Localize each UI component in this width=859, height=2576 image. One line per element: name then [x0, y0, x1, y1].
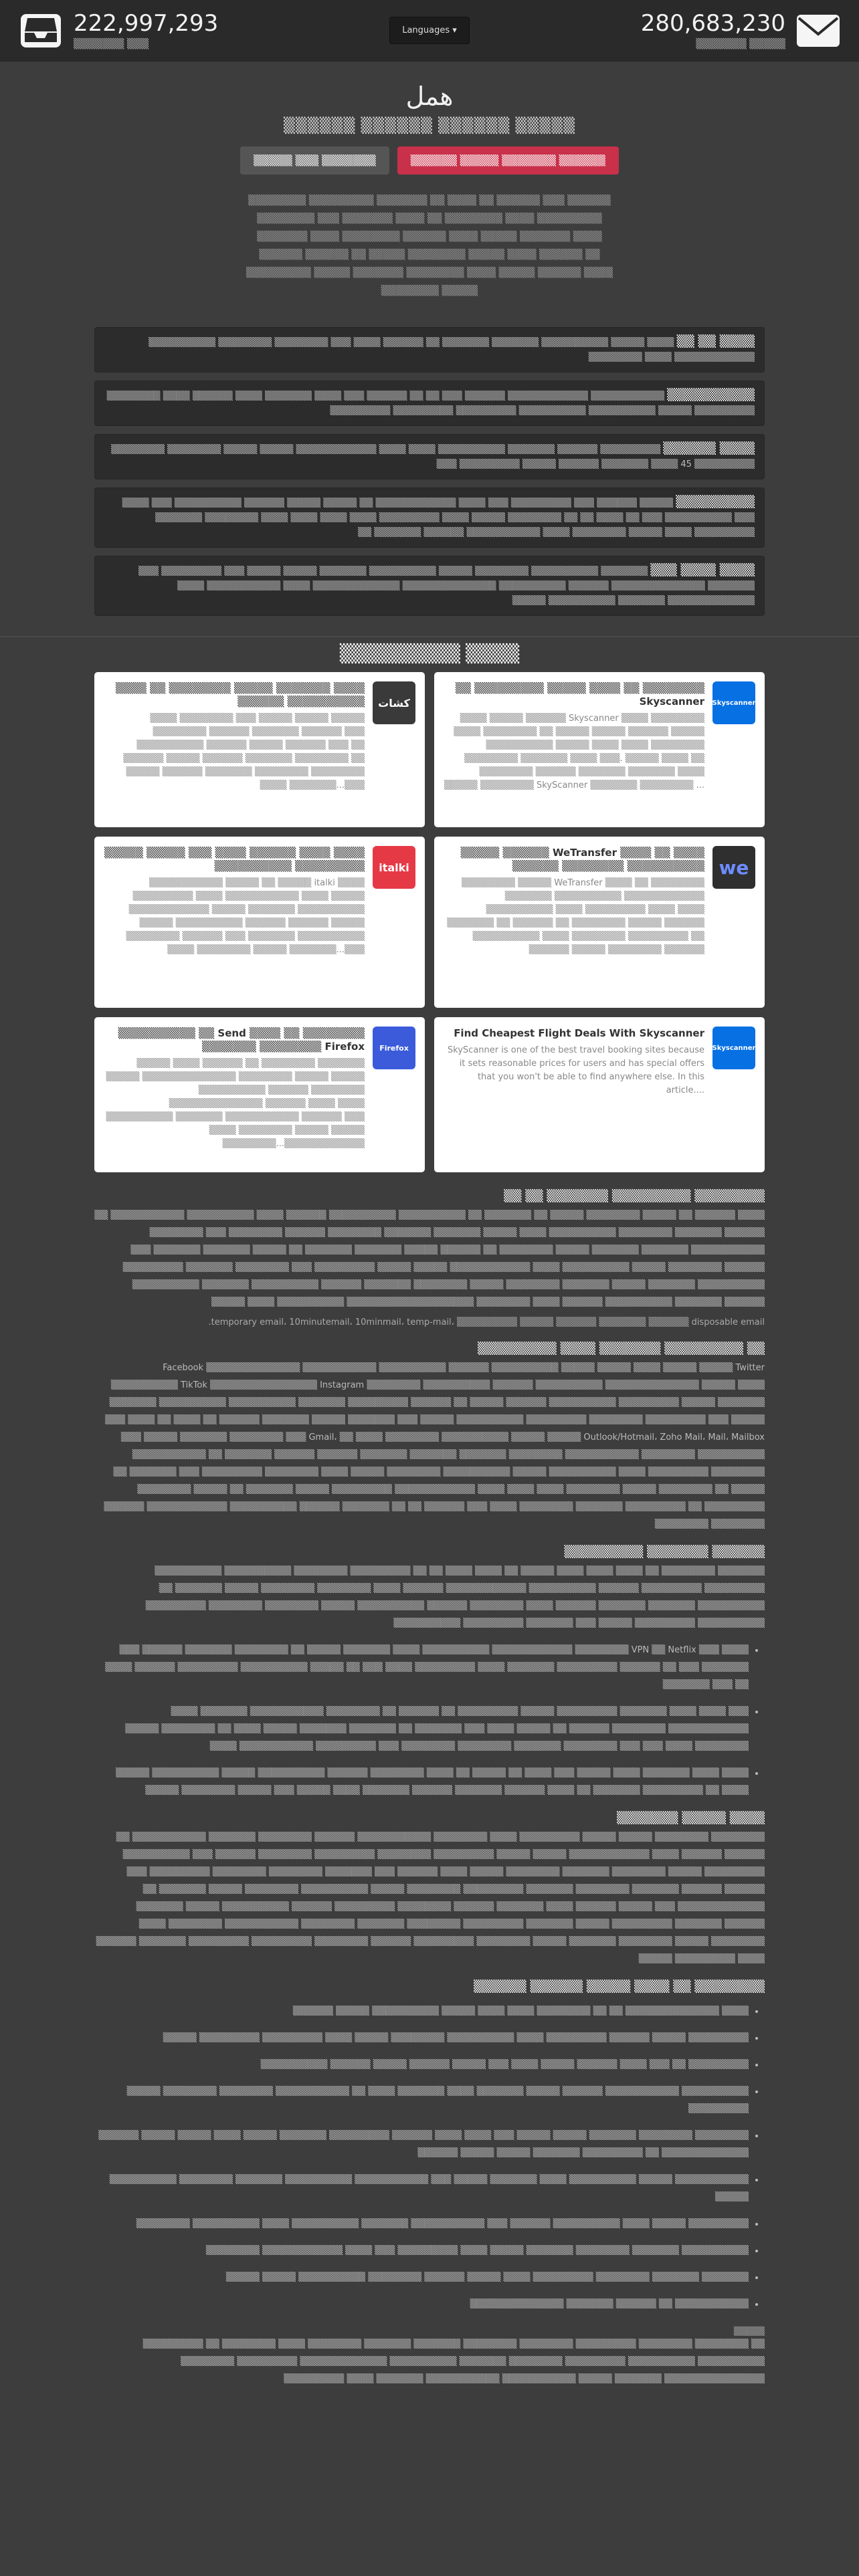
- section-divider: [0, 636, 859, 637]
- note-item: ▒▒▒▒▒▒▒▒▒▒ ▒▒▒▒▒▒▒▒▒▒▒ ▒▒▒▒▒▒▒▒▒▒▒▒ ▒▒▒▒▒▒ ▒▒▒ ▒▒ ▒▒ ▒▒▒▒▒▒ ▒▒▒ ▒▒▒▒ ▒▒▒▒▒▒▒ ▒▒▒▒ ▒▒▒▒▒▒ ▒▒▒▒ ▒▒▒▒▒▒▒▒ ▒▒▒▒▒▒▒▒▒ ▒▒▒▒▒ ▒▒▒▒▒▒▒▒▒▒ ▒▒▒▒▒▒▒▒▒▒ ▒▒▒▒▒▒▒▒▒ ▒▒▒▒▒▒▒▒▒ ▒▒▒▒▒▒▒▒▒: [94, 381, 765, 426]
- inbox-icon: [17, 11, 64, 51]
- article-logo: Skyscanner: [712, 681, 755, 724]
- article-logo: ﻛﺸﺎﺕ: [373, 681, 415, 724]
- list-item: • ▒▒▒▒▒▒▒▒ ▒▒▒▒▒▒▒▒ ▒▒▒▒▒▒▒ ▒▒▒▒▒ ▒▒▒▒▒ ▒▒▒ ▒▒▒▒ ▒▒▒▒ ▒▒▒▒▒▒ ▒▒▒▒▒▒▒▒▒ ▒▒▒▒▒▒▒ ▒▒▒▒▒ ▒▒▒▒ ▒▒▒▒▒ ▒▒▒▒▒ ▒▒▒▒▒▒ ▒▒▒▒▒▒▒▒▒▒▒▒▒ ▒▒ ▒▒▒▒▒▒▒▒▒ ▒▒▒▒▒▒▒ ▒▒▒▒▒ ▒▒▒▒▒ ▒▒▒▒▒▒: [94, 2127, 749, 2162]
- section-heading: ▒▒▒▒▒▒ ▒▒▒▒▒▒▒ ▒▒▒▒▒▒▒▒▒: [564, 1545, 765, 1559]
- article-card[interactable]: [434, 837, 765, 1008]
- article-card[interactable]: [94, 837, 425, 1008]
- article-logo: we: [712, 846, 755, 889]
- primary-action-button[interactable]: ▒▒▒▒▒▒ ▒▒▒▒▒ ▒▒▒▒▒▒▒ ▒▒▒▒▒▒: [397, 146, 619, 175]
- mail-counter: [641, 11, 842, 51]
- notes-list: [94, 327, 765, 616]
- articles-heading: ▒▒▒▒▒▒▒▒▒ ▒▒▒▒: [339, 644, 520, 664]
- list-item: • ▒▒▒▒ ▒▒▒▒▒▒▒▒▒▒▒▒▒▒ ▒▒ ▒▒ ▒▒▒▒▒▒▒▒ ▒▒▒▒ ▒▒▒▒ ▒▒▒▒▒ ▒▒▒▒▒▒▒▒▒▒ ▒▒▒▒▒ ▒▒▒▒▒▒: [94, 2003, 749, 2020]
- hero: [0, 62, 859, 310]
- article-excerpt: ▒▒▒▒ ▒▒▒▒▒ ▒▒▒▒▒▒ Skyscanner ▒▒▒▒ ▒▒▒▒▒▒▒▒ ▒▒▒▒ ▒▒▒▒▒▒▒▒ ▒▒ ▒▒▒▒▒ ▒▒▒▒▒ ▒▒▒▒▒▒ ▒▒▒▒▒ ▒▒▒▒▒▒▒▒▒▒ ▒▒▒▒▒ ▒▒▒▒ ▒▒▒▒ ▒▒▒▒▒▒▒▒ ▒▒▒▒▒▒▒▒ ▒▒▒▒▒▒▒ ▒▒▒▒ ▒▒▒. ▒▒▒▒▒ ▒▒▒▒ ▒▒ ▒▒▒▒▒▒▒▒ ▒▒▒▒▒▒ ▒▒▒▒▒▒▒ ▒▒▒▒▒▒▒ ▒▒▒▒ ▒▒▒▒▒ ▒▒▒▒▒▒▒▒ SkyScanner ▒▒▒▒▒▒▒ ▒▒▒▒▒▒▒▒ ...: [444, 714, 704, 790]
- article-title[interactable]: ▒▒▒▒▒ ▒▒▒▒▒▒ WeTransfer ▒▒▒▒ ▒▒ ▒▒▒▒ ▒▒▒▒▒▒ ▒▒▒▒▒▒▒▒ ▒▒▒▒▒▒▒▒▒▒: [460, 847, 704, 872]
- article-excerpt: SkyScanner is one of the best travel booking sites because it sets reasonable prices for users and has special offers that you won't be able to find anywhere else. In this article....: [447, 1045, 704, 1095]
- article-logo: Firefox: [373, 1027, 415, 1069]
- mail-count-label: ▒▒▒▒▒▒▒ ▒▒▒▒▒: [696, 38, 785, 49]
- article-title[interactable]: ▒▒▒▒▒▒▒▒▒▒ ▒▒ Send ▒▒▒▒ ▒▒ ▒▒▒▒▒▒▒▒ ▒▒▒▒▒▒▒ ▒▒▒▒▒▒▒▒ Firefox: [118, 1027, 365, 1053]
- list-item: • ▒▒▒▒▒▒▒▒▒▒▒ ▒▒ ▒▒▒▒▒▒ ▒▒▒▒▒▒▒ ▒▒▒▒▒▒▒▒▒▒▒▒▒▒: [94, 2296, 749, 2313]
- list-item: • ▒▒▒▒▒▒▒▒▒ ▒▒ ▒▒▒ ▒▒▒▒ ▒▒▒▒▒▒ ▒▒▒▒▒ ▒▒▒▒ ▒▒▒ ▒▒▒▒▒ ▒▒▒▒▒▒ ▒▒▒▒▒ ▒▒▒▒▒▒ ▒▒▒▒▒▒▒▒▒▒: [94, 2056, 749, 2074]
- list-item: • ▒▒▒▒ ▒▒▒ VPN ▒▒ Netflix ▒▒▒▒▒▒▒▒ ▒▒▒▒▒▒▒▒▒▒▒▒ ▒▒▒▒▒▒▒▒▒▒ ▒▒▒▒ ▒▒▒▒▒▒▒ ▒▒▒▒▒ ▒▒ ▒▒▒▒▒▒▒▒ ▒▒▒▒▒▒▒ ▒▒▒▒▒▒ ▒▒▒ ▒▒▒▒▒▒▒ ▒▒▒ ▒▒ ▒▒▒▒▒▒ ▒▒▒▒▒▒▒▒▒ ▒▒▒▒▒▒▒ ▒▒▒▒ ▒▒▒▒▒▒▒▒▒ ▒▒▒▒ ▒▒▒ ▒▒ ▒▒▒▒▒ ▒▒▒▒▒▒▒▒▒▒ ▒▒▒▒▒▒▒▒▒ ▒▒▒▒▒▒ ▒▒▒▒ ▒▒ ▒▒▒ ▒▒▒▒▒▒▒: [94, 1642, 749, 1694]
- note-item: ▒▒▒▒▒▒▒▒▒ ▒▒▒▒▒ ▒▒▒▒▒▒ ▒▒▒ ▒▒▒▒▒▒▒▒▒ ▒▒▒ ▒▒▒▒ ▒▒▒▒▒▒▒▒▒▒▒▒ ▒▒ ▒▒▒▒▒ ▒▒▒▒▒ ▒▒▒▒▒▒ ▒▒▒▒▒▒▒▒▒▒ ▒▒▒ ▒▒▒▒ ▒▒▒ ▒▒▒▒▒▒▒▒▒▒ ▒▒▒ ▒▒ ▒▒▒▒ ▒▒ ▒▒ ▒▒▒▒▒▒▒▒ ▒▒▒▒▒ ▒▒▒▒ ▒▒▒▒▒▒▒▒▒ ▒▒▒▒ ▒▒▒▒ ▒▒▒▒ ▒▒▒▒ ▒▒▒▒▒▒▒▒ ▒▒▒▒▒▒▒ ▒▒▒▒▒▒▒▒▒ ▒▒▒▒ ▒▒▒▒▒ ▒▒▒▒▒▒▒▒ ▒▒▒▒ ▒▒▒▒▒▒▒▒▒▒▒ ▒▒▒▒▒▒ ▒▒▒▒▒▒▒ ▒▒: [94, 488, 765, 548]
- article-card[interactable]: [434, 1017, 765, 1172]
- bullet-list: [94, 1642, 765, 1800]
- languages-button[interactable]: Languages ▾: [389, 17, 470, 44]
- list-item: • ▒▒▒▒▒▒▒▒▒▒ ▒▒▒▒▒▒▒▒▒▒▒ ▒▒▒▒▒▒ ▒▒▒▒▒ ▒▒▒▒▒▒▒ ▒▒▒▒ ▒▒▒▒▒▒▒ ▒▒▒▒ ▒▒ ▒▒▒▒▒▒▒▒▒▒▒ ▒▒▒▒▒▒▒▒ ▒▒▒▒▒▒▒▒ ▒▒▒▒▒ ▒▒▒▒▒▒▒▒▒: [94, 2083, 749, 2118]
- article-logo: Skyscanner: [712, 1027, 755, 1069]
- mail-count: 280,683,230: [640, 9, 785, 37]
- hero-description: ▒▒▒▒▒▒▒▒ ▒▒▒▒▒▒▒▒▒ ▒▒▒▒▒▒▒ ▒▒ ▒▒▒▒ ▒▒ ▒▒▒▒▒▒ ▒▒▒ ▒▒▒▒▒▒ ▒▒▒▒▒▒▒▒ ▒▒▒ ▒▒▒▒▒▒▒ ▒▒▒▒ ▒▒ ▒▒▒▒▒▒▒▒ ▒▒▒▒ ▒▒▒▒▒▒▒▒▒ ▒▒▒▒▒▒▒ ▒▒▒▒ ▒▒▒▒▒▒▒▒ ▒▒▒▒▒▒ ▒▒▒▒ ▒▒▒▒▒ ▒▒▒▒▒▒▒ ▒▒▒▒ ▒▒▒▒▒▒ ▒▒▒▒▒▒ ▒▒ ▒▒▒▒▒ ▒▒▒▒▒▒▒▒ ▒▒▒▒▒ ▒▒▒▒ ▒▒▒▒▒▒ ▒▒ ▒▒▒▒▒▒▒▒▒ ▒▒▒▒▒ ▒▒▒▒▒▒▒ ▒▒▒▒▒▒▒▒ ▒▒▒▒ ▒▒▒▒▒ ▒▒▒▒▒▒ ▒▒▒▒ ▒▒▒▒▒▒▒▒ ▒▒▒▒▒: [246, 195, 613, 296]
- article-excerpt: ▒▒▒▒▒▒▒▒▒▒▒ ▒▒▒▒▒ ▒▒ ▒▒▒▒▒ italki ▒▒▒▒ ▒▒▒▒▒▒▒▒▒ ▒▒▒▒ ▒▒▒▒▒▒▒▒▒▒▒ ▒▒▒▒ ▒▒▒▒▒ ▒▒▒▒▒▒▒▒▒▒▒▒ ▒▒▒▒▒ ▒▒▒▒▒▒▒ ▒▒▒▒▒▒▒▒▒▒ ▒▒▒▒▒ ▒▒▒▒▒▒▒▒▒▒ ▒▒▒▒▒▒ ▒▒▒▒▒▒ ▒▒▒▒▒ ▒▒▒▒▒▒▒▒ ▒▒▒▒▒▒ ▒▒▒ ▒▒▒▒▒▒▒ ▒▒▒▒▒▒▒▒▒▒ ▒▒▒▒ ▒▒▒▒▒▒▒▒ ▒▒▒▒▒ ▒▒▒▒▒▒▒...▒▒▒: [126, 878, 365, 955]
- article-card[interactable]: [94, 1017, 425, 1172]
- article-excerpt: ▒▒▒▒ ▒▒▒▒▒▒▒▒ ▒▒▒ ▒▒▒▒▒ ▒▒▒▒▒ ▒▒▒▒▒ ▒▒▒▒▒▒▒▒ ▒▒▒▒▒▒ ▒▒▒▒▒▒▒ ▒▒▒▒▒▒ ▒▒▒ ▒▒▒▒▒▒▒▒▒▒ ▒▒▒▒▒▒ ▒▒▒▒▒ ▒▒▒▒▒▒ ▒▒▒ ▒▒ ▒▒▒▒▒▒ ▒▒▒▒▒ ▒▒▒▒▒▒ ▒▒▒▒▒▒▒ ▒▒▒▒▒▒▒▒ ▒▒ ▒▒▒▒▒ ▒▒▒▒▒▒ ▒▒▒▒▒▒▒ ▒▒▒▒▒▒▒▒ ▒▒▒▒▒▒▒▒ ▒▒▒▒ ▒▒▒▒▒▒▒...▒▒▒: [123, 714, 365, 790]
- article-title[interactable]: ▒▒ ▒▒▒▒▒▒▒▒▒ ▒▒▒▒▒ ▒▒▒▒ ▒▒ ▒▒▒▒▒▒▒▒ Skyscanner: [455, 682, 704, 708]
- articles-grid: [94, 672, 765, 1172]
- keyword-tags: temporary email، 10minutemail، 10minmail، temp-mail، ▒▒▒▒▒▒▒▒▒ ▒▒▒▒▒ ▒▒▒▒▒▒ ▒▒▒▒▒▒▒ ▒▒▒▒▒▒ disposable email.: [208, 1317, 765, 1327]
- article-excerpt: ▒▒▒▒▒▒▒▒ ▒▒▒▒▒ WeTransfer ▒▒▒▒ ▒▒ ▒▒▒▒▒▒▒▒ ▒▒▒▒▒▒▒ ▒▒▒▒▒▒▒▒▒▒ ▒▒▒▒▒▒▒▒▒▒▒▒ ▒▒▒▒▒▒▒▒▒▒ ▒▒▒▒ ▒▒▒▒▒▒▒▒▒ ▒▒▒▒ ▒▒▒▒ ▒▒▒▒▒▒▒ ▒▒ ▒▒▒▒▒▒ ▒▒ ▒▒▒▒▒▒▒▒ ▒▒▒▒▒ ▒▒▒▒▒▒ ▒▒▒▒▒▒▒▒▒▒ ▒▒▒▒ ▒▒▒▒▒▒▒▒ ▒▒▒▒▒▒▒▒▒ ▒▒ ▒▒▒▒▒▒ ▒▒▒▒▒ ▒▒▒▒▒▒▒▒ ▒▒▒▒▒▒: [447, 878, 704, 955]
- section-paragraph: ▒▒▒▒ ▒▒▒▒▒▒ ▒▒ ▒▒▒▒▒ ▒▒▒▒▒▒▒▒ ▒▒▒▒▒ ▒▒ ▒▒▒▒▒▒▒ ▒▒ ▒▒▒▒▒▒▒▒▒▒ ▒▒▒▒▒▒▒▒▒▒ ▒▒▒▒▒▒ ▒▒▒▒ ▒▒▒▒▒▒▒▒▒▒ ▒▒▒▒▒▒▒▒▒▒▒ ▒▒ ▒▒▒▒▒▒ ▒▒▒▒▒▒▒ ▒▒▒▒▒▒▒▒ ▒▒▒▒▒▒▒▒▒▒ ▒▒▒▒ ▒▒▒▒▒ ▒▒▒▒▒▒▒ ▒▒▒▒▒▒▒ ▒▒▒▒▒▒▒▒ ▒▒▒▒▒▒ ▒▒▒▒▒▒▒▒ ▒▒▒ ▒▒▒▒▒▒▒▒ ▒▒▒▒▒▒▒▒▒▒▒ ▒▒▒▒▒▒▒ ▒▒▒▒▒▒▒ ▒▒▒▒▒ ▒▒▒▒▒▒▒▒ ▒▒ ▒▒▒▒▒▒ ▒▒▒▒▒ ▒▒▒▒▒▒▒ ▒▒▒▒▒▒▒ ▒▒ ▒▒▒▒▒ ▒▒▒▒▒▒▒ ▒▒▒▒▒▒▒ ▒▒▒ ▒▒▒▒▒▒ ▒▒▒▒▒▒▒▒ ▒▒▒▒▒ ▒▒▒▒▒▒▒▒▒▒ ▒▒▒▒ ▒▒▒▒▒▒▒▒▒▒▒▒ ▒▒▒▒▒ ▒▒▒▒▒ ▒▒▒▒▒▒▒▒▒ ▒▒▒ ▒▒▒▒▒▒▒▒ ▒▒▒▒▒▒▒ ▒▒▒▒▒▒▒▒▒ ▒▒▒▒▒▒▒▒▒▒ ▒▒▒▒▒▒▒ ▒▒▒▒▒ ▒▒▒▒▒▒▒ ▒▒▒▒▒▒▒▒ ▒▒▒▒▒ ▒▒▒▒▒▒▒▒ ▒▒▒▒▒▒▒ ▒▒▒▒▒▒ ▒▒▒▒▒▒▒▒▒▒ ▒▒▒▒▒▒▒ ▒▒▒▒▒▒▒▒▒▒ ▒▒▒▒▒▒ ▒▒▒▒▒▒▒ ▒▒▒▒▒▒▒▒▒▒ ▒▒▒▒▒▒ ▒▒▒▒ ▒▒▒▒▒▒▒▒ ▒▒▒▒▒▒▒▒▒▒▒▒▒▒▒▒▒▒▒ ▒▒▒▒▒▒▒▒▒▒ ▒▒▒▒ ▒▒▒▒▒: [94, 1210, 765, 1307]
- list-item: • ▒▒▒▒▒▒▒ ▒▒▒▒▒▒▒ ▒▒▒▒▒▒▒▒ ▒▒▒▒▒▒▒▒▒ ▒▒▒▒ ▒▒▒▒▒ ▒▒▒▒▒▒ ▒▒▒▒▒▒▒▒ ▒▒▒▒▒▒▒▒▒▒ ▒▒▒▒▒ ▒▒▒▒▒: [94, 2269, 749, 2286]
- list-item: • ▒▒▒▒▒▒▒▒▒ ▒▒▒▒▒ ▒▒▒▒▒▒ ▒▒▒▒▒▒▒▒▒ ▒▒▒▒ ▒▒▒▒▒▒▒▒▒▒ ▒▒▒▒▒▒▒▒ ▒▒▒▒▒ ▒▒▒▒ ▒▒▒▒▒▒▒▒▒ ▒▒▒▒▒▒▒▒▒ ▒▒▒▒▒: [94, 2030, 749, 2047]
- bullet-list: [94, 2003, 765, 2313]
- article-title[interactable]: ▒▒▒▒ ▒▒ ▒▒▒▒▒▒▒▒ ▒▒▒▒▒ ▒▒▒▒▒▒▒ ▒▒▒▒ ▒▒▒▒▒▒ ▒▒▒▒▒▒▒▒▒▒: [115, 682, 365, 708]
- section-heading: ▒▒▒▒▒▒▒▒ ▒▒▒▒▒▒▒▒▒ ▒▒▒▒▒▒▒ ▒▒ ▒▒: [504, 1190, 765, 1203]
- footer-label: ▒▒▒▒▒: [733, 2327, 765, 2336]
- footer-paragraph: ▒▒ ▒▒▒▒▒▒▒▒ ▒▒▒▒▒▒▒▒ ▒▒▒▒▒▒▒▒▒ ▒▒▒▒▒▒▒▒ ▒▒▒▒▒▒▒▒ ▒▒▒▒▒▒▒ ▒▒▒▒▒▒▒ ▒▒▒▒▒▒▒▒ ▒▒▒▒ ▒▒▒▒▒▒▒▒ ▒▒ ▒▒▒▒▒▒▒▒▒ ▒▒▒▒▒▒▒▒▒▒ ▒▒▒▒▒▒▒▒▒▒ ▒▒▒▒▒▒▒▒▒ ▒▒▒▒▒▒▒▒ ▒▒▒▒▒▒▒ ▒▒▒▒▒▒▒▒▒▒ ▒▒▒▒▒▒▒▒▒▒▒▒▒ ▒▒▒▒▒▒▒▒▒ ▒▒▒▒▒▒▒▒ ▒▒▒▒▒▒▒▒▒▒▒▒▒▒▒ ▒▒▒▒▒▒▒ ▒▒▒▒▒ ▒▒▒▒▒▒▒▒▒▒▒ ▒▒▒▒▒▒▒▒▒▒▒ ▒▒▒▒▒▒▒ ▒▒▒▒ ▒▒▒▒▒▒▒▒▒: [142, 2339, 765, 2384]
- inbox-count-label: ▒▒▒▒▒▒▒ ▒▒▒: [74, 38, 149, 49]
- section-paragraph: Facebook ▒▒▒▒▒▒▒▒▒▒▒▒▒▒ ▒▒▒▒▒▒▒▒▒▒▒ ▒▒▒▒▒▒▒▒▒▒ ▒▒▒▒▒▒ ▒▒▒▒▒▒▒▒▒▒ ▒▒▒▒▒ ▒▒▒▒▒ ▒▒▒▒ ▒▒▒▒▒ ▒▒▒▒▒ Twitter ▒▒▒▒▒▒▒▒▒▒ TikTok ▒▒▒▒▒▒▒▒▒▒▒▒▒▒▒▒ Instagram ▒▒▒▒▒▒▒▒ ▒▒▒▒▒▒▒▒▒▒ ▒▒▒▒▒▒ ▒▒▒▒▒▒▒▒▒▒ ▒▒▒▒▒▒▒▒▒▒▒▒▒▒ ▒▒▒▒▒ ▒▒▒▒ ▒▒▒▒▒▒▒ ▒▒▒▒▒▒▒▒▒▒ ▒▒▒▒▒▒▒▒▒▒ ▒▒▒▒▒▒▒ ▒▒▒▒▒▒▒▒▒ ▒▒▒▒▒▒ ▒▒ ▒▒▒▒▒ ▒▒▒▒▒▒ ▒▒▒▒▒▒▒▒▒▒ ▒▒▒▒▒▒▒▒▒ ▒▒▒▒▒ ▒▒▒▒▒▒▒ ▒▒▒ ▒▒▒▒ ▒▒ ▒▒▒▒ ▒▒ ▒▒▒▒▒▒ ▒▒▒▒▒▒▒ ▒▒▒▒▒ ▒▒▒▒▒▒▒ ▒▒▒ ▒▒▒▒▒ ▒▒▒▒▒▒▒▒▒▒ ▒▒▒▒▒▒▒▒▒ ▒▒▒▒▒▒▒▒ ▒▒▒▒▒▒▒▒▒ ▒▒▒ ▒▒▒▒▒ ▒▒▒▒▒ ▒▒▒▒▒▒▒ ▒▒▒▒▒▒▒▒ ▒▒▒ Gmail، ▒▒ ▒▒▒▒ ▒▒▒▒▒▒▒▒ ▒▒▒▒▒▒▒▒▒▒ ▒▒▒▒▒ ▒▒▒▒▒ Outlook/Hotmail، Zoho Mail، Mail، Mailbox ▒▒▒ ▒▒▒▒▒▒▒▒▒▒ ▒▒▒▒▒▒▒▒ ▒▒▒▒▒▒▒▒▒▒▒ ▒▒▒▒▒▒▒▒ ▒▒▒▒▒▒▒ ▒▒▒▒▒▒▒ ▒▒▒▒▒▒▒ ▒▒▒▒▒▒ ▒▒▒▒▒▒ ▒▒▒▒▒▒▒ ▒▒ ▒▒▒▒▒▒▒▒▒▒▒ ▒▒▒▒▒▒▒▒ ▒▒▒▒▒▒▒▒▒ ▒▒▒▒ ▒▒▒▒▒▒▒▒▒▒ ▒▒▒▒▒ ▒▒▒▒▒▒▒▒▒▒ ▒▒▒▒▒▒▒▒ ▒▒▒▒▒ ▒▒▒▒ ▒▒▒▒▒▒▒▒ ▒▒▒▒▒▒▒▒▒ ▒▒▒ ▒▒▒▒▒▒▒ ▒▒ ▒▒▒▒▒ ▒▒ ▒▒▒▒▒▒▒▒ ▒▒▒▒▒ ▒▒▒▒▒▒▒▒ ▒▒▒▒ ▒▒▒▒ ▒▒▒▒ ▒▒▒▒▒▒▒▒▒▒▒▒ ▒▒▒▒▒▒▒▒▒ ▒▒▒▒▒ ▒▒▒▒▒▒▒ ▒▒ ▒▒▒▒▒ ▒▒▒▒▒▒▒▒ ▒▒▒▒▒▒▒▒▒ ▒▒ ▒▒▒▒▒▒▒▒▒ ▒▒▒▒▒▒▒ ▒▒▒▒▒▒▒▒ ▒▒▒▒ ▒▒▒ ▒▒▒▒▒▒ ▒▒ ▒▒ ▒▒▒▒▒▒▒ ▒▒▒▒▒▒ ▒▒▒▒▒▒▒▒▒▒ ▒▒▒▒▒▒▒▒▒▒▒▒ ▒▒▒▒▒▒ ▒▒▒▒▒▒▒▒ ▒▒▒▒▒▒▒▒: [104, 1363, 765, 1529]
- list-item: • ▒▒▒▒▒▒▒▒▒▒▒ ▒▒▒▒▒ ▒▒▒▒▒▒▒▒▒▒ ▒▒▒▒ ▒▒▒▒▒▒▒ ▒▒▒▒▒ ▒▒▒ ▒▒▒▒▒▒▒▒▒▒▒ ▒▒▒▒▒▒▒▒▒▒ ▒▒▒▒▒▒▒ ▒▒▒▒▒▒▒▒ ▒▒▒▒▒▒▒▒▒▒ ▒▒▒▒▒: [94, 2171, 749, 2206]
- section-heading: ▒▒▒▒ ▒▒▒▒▒ ▒▒▒▒▒▒▒: [616, 1812, 765, 1825]
- article-card[interactable]: [94, 672, 425, 827]
- inbox-count: 222,997,293: [74, 9, 219, 37]
- top-bar: [0, 0, 859, 62]
- article-card[interactable]: [434, 672, 765, 827]
- secondary-action-button[interactable]: ▒▒▒▒▒ ▒▒▒ ▒▒▒▒▒▒▒: [240, 146, 389, 175]
- list-item: • ▒▒▒▒ ▒▒▒▒ ▒▒▒▒▒▒▒ ▒▒▒▒ ▒▒▒▒▒ ▒▒▒ ▒▒▒▒ ▒▒ ▒▒▒▒▒ ▒▒ ▒▒▒▒ ▒▒▒▒▒▒▒▒ ▒▒▒▒▒▒ ▒▒▒▒▒▒▒▒▒▒ ▒▒▒▒▒ ▒▒▒▒▒▒▒▒▒▒ ▒▒▒▒▒ ▒▒▒▒ ▒▒ ▒▒▒▒▒▒▒▒▒ ▒▒▒▒▒▒▒ ▒▒ ▒▒▒▒ ▒▒▒▒▒▒ ▒▒▒▒▒▒▒ ▒▒▒▒▒▒ ▒▒▒▒▒▒▒ ▒▒▒▒ ▒▒▒▒▒ ▒▒▒ ▒▒▒▒▒ ▒▒▒▒▒▒▒▒ ▒▒▒▒▒: [94, 1765, 749, 1800]
- article-excerpt: ▒▒▒▒▒ ▒▒▒▒ ▒▒▒▒▒▒ ▒▒ ▒▒▒▒▒▒▒▒ ▒▒▒▒▒▒▒ ▒▒▒▒▒ ▒▒▒▒▒▒▒▒▒▒▒▒▒▒ ▒▒▒▒▒▒▒▒ ▒▒▒▒▒ ▒▒▒▒▒ ▒▒▒▒▒▒▒▒▒▒ ▒▒▒▒▒▒ ▒▒▒▒▒▒▒▒ ▒▒▒▒▒▒▒▒▒▒▒▒▒▒ ▒▒▒▒▒▒ ▒▒▒▒ ▒▒▒▒ ▒▒▒▒▒▒▒▒▒▒ ▒▒▒▒▒▒▒ ▒▒▒▒▒▒▒▒▒▒▒ ▒▒▒▒▒▒ ▒▒▒ ▒▒▒▒ ▒▒▒▒▒▒▒▒ ▒▒▒▒▒ ▒▒▒▒▒ ▒▒▒▒▒▒▒▒...▒▒▒▒▒▒▒▒▒▒▒▒: [106, 1059, 365, 1149]
- note-item: ▒▒▒▒ ▒▒▒▒ ▒▒▒ ▒▒▒▒▒▒▒ ▒▒▒▒▒▒▒▒▒▒ ▒▒▒▒▒▒▒▒ ▒▒▒▒▒ ▒▒▒▒▒▒▒▒▒▒ ▒▒▒▒▒▒▒ ▒▒▒▒▒ ▒▒▒▒▒ ▒▒▒ ▒▒▒▒▒▒▒▒▒ ▒▒▒ ▒▒▒▒▒▒▒ ▒▒▒▒▒▒▒▒▒▒▒▒▒▒ ▒▒▒▒▒▒ ▒▒▒▒▒▒▒▒▒▒ ▒▒▒▒▒▒▒▒▒▒▒▒▒▒ ▒▒▒▒▒▒▒▒▒▒▒▒▒ ▒▒▒▒ ▒▒▒▒▒▒▒▒▒▒▒ ▒▒▒▒ ▒▒▒▒▒▒▒▒▒▒▒▒▒ ▒▒▒▒▒▒▒ ▒▒▒▒▒▒▒▒▒▒ ▒▒▒▒▒: [94, 556, 765, 616]
- section-paragraph: ▒▒▒▒▒▒▒▒ ▒▒▒▒▒▒▒▒ ▒▒▒▒▒ ▒▒▒▒▒ ▒▒▒▒▒▒▒▒▒ ▒▒▒▒ ▒▒▒▒▒▒▒▒ ▒▒▒▒▒▒▒▒▒▒▒ ▒▒▒▒▒▒ ▒▒▒▒▒▒▒▒ ▒▒▒▒▒▒▒ ▒▒▒▒▒▒▒▒▒▒▒ ▒▒ ▒▒▒▒▒▒ ▒▒▒▒▒▒ ▒▒▒▒ ▒▒▒▒▒▒▒▒▒▒▒▒ ▒▒▒▒▒ ▒▒▒▒▒ ▒▒▒▒▒▒▒▒▒ ▒▒▒▒▒▒▒▒ ▒▒▒▒▒▒▒▒▒ ▒▒▒▒▒▒▒▒ ▒▒▒▒▒▒ ▒▒▒ ▒▒▒▒▒▒▒▒▒▒ ▒▒▒▒▒▒▒▒▒ ▒▒▒▒▒ ▒▒▒▒▒▒▒▒ ▒▒▒▒▒▒▒ ▒▒▒▒▒▒▒▒ ▒▒▒▒▒ ▒▒▒▒ ▒▒▒▒▒▒ ▒▒▒ ▒▒▒▒▒▒▒ ▒▒▒▒▒▒▒▒ ▒▒▒▒▒▒▒▒ ▒▒▒▒▒▒▒▒▒ ▒▒▒ ▒▒▒▒▒▒ ▒▒▒▒▒▒ ▒▒▒▒▒▒▒ ▒▒▒▒▒▒▒▒ ▒▒▒▒▒▒▒ ▒▒▒▒▒▒▒▒▒ ▒▒▒▒▒▒▒▒ ▒▒▒▒▒ ▒▒▒▒▒▒▒▒▒▒ ▒▒▒▒▒▒▒▒ ▒▒▒▒▒ ▒▒▒▒▒▒▒ ▒▒ ▒▒▒▒▒▒▒▒▒▒▒▒▒ ▒▒▒ ▒▒▒▒▒ ▒▒▒▒▒▒ ▒▒▒▒ ▒▒▒▒▒▒▒ ▒▒▒▒▒▒ ▒▒▒▒▒▒▒▒ ▒▒▒▒▒▒▒▒▒ ▒▒▒▒▒▒ ▒▒▒▒▒▒▒▒▒▒ ▒▒▒▒▒ ▒▒▒▒▒▒▒ ▒▒▒▒▒▒ ▒▒▒▒▒▒▒ ▒▒▒▒▒▒▒▒▒ ▒▒▒▒▒ ▒▒▒▒▒▒▒ ▒▒▒▒▒▒▒▒▒ ▒▒▒▒▒▒▒▒ ▒▒▒▒▒▒▒ ▒▒▒▒▒▒▒▒ ▒▒▒▒▒▒▒▒▒▒▒ ▒▒▒▒▒▒▒▒ ▒▒▒▒ ▒▒▒▒▒▒▒▒ ▒▒▒▒▒ ▒▒▒▒▒▒▒▒ ▒▒▒▒▒▒▒ ▒▒▒▒▒ ▒▒▒▒▒▒▒▒ ▒▒▒▒▒▒▒▒▒ ▒▒▒▒▒▒ ▒▒▒▒▒▒▒▒ ▒▒▒▒▒▒▒▒▒ ▒▒▒▒▒▒▒▒▒ ▒▒▒▒▒▒▒ ▒▒▒▒▒▒ ▒▒▒▒ ▒▒▒▒▒▒▒▒▒ ▒▒▒▒▒: [96, 1832, 765, 1964]
- envelope-icon: [795, 11, 842, 51]
- note-item: ▒▒▒▒ ▒▒▒▒▒▒ ▒▒▒▒▒▒▒▒▒ ▒▒▒▒▒▒ ▒▒▒▒▒▒▒ ▒▒▒▒▒▒▒▒▒▒ ▒▒▒▒ ▒▒▒▒ ▒▒▒▒▒▒▒▒▒▒▒▒ ▒▒▒▒▒ ▒▒▒▒▒ ▒▒▒▒▒▒▒▒ ▒▒▒▒▒▒▒▒ ▒▒▒▒▒▒▒▒▒ 45 ▒▒▒▒ ▒▒▒▒▒▒▒ ▒▒▒▒▒▒ ▒▒▒▒▒ ▒▒▒▒▒▒▒▒▒ ▒▒▒: [94, 434, 765, 479]
- note-item: ▒▒▒▒ ▒▒ ▒▒ ▒▒▒▒ ▒▒▒▒▒ ▒▒▒▒▒▒▒▒▒▒ ▒▒▒▒▒▒▒ ▒▒▒▒▒▒▒ ▒▒ ▒▒▒▒▒▒ ▒▒▒▒ ▒▒▒ ▒▒▒▒▒▒▒▒ ▒▒▒▒▒▒▒▒ ▒▒▒▒▒▒▒▒▒▒ ▒▒▒▒▒▒▒▒▒▒▒▒ ▒▒▒▒ ▒▒▒▒▒▒▒▒: [94, 327, 765, 372]
- article-logo: italki: [373, 846, 415, 889]
- site-subtitle: ▒▒▒▒▒▒ ▒▒▒▒▒▒ ▒▒▒▒▒▒ ▒▒▒▒▒: [283, 118, 576, 134]
- inbox-counter: [17, 11, 218, 51]
- section-paragraph: ▒▒▒▒▒▒▒ ▒▒▒▒▒▒▒▒ ▒▒ ▒▒▒▒ ▒▒▒▒ ▒▒▒▒ ▒▒▒▒▒ ▒▒ ▒▒▒▒ ▒▒▒▒ ▒▒ ▒▒ ▒▒▒▒▒▒▒▒▒ ▒▒▒▒▒▒▒▒ ▒▒▒▒▒▒▒▒▒▒ ▒▒▒▒▒▒▒▒▒▒ ▒▒▒▒▒▒▒▒▒ ▒▒▒▒▒▒▒▒▒ ▒▒▒▒▒▒ ▒▒▒▒▒▒▒▒▒▒ ▒▒▒▒▒▒▒▒▒▒▒▒ ▒▒▒▒▒▒ ▒▒▒▒ ▒▒▒▒▒▒▒▒ ▒▒▒▒▒▒▒▒ ▒▒▒▒▒ ▒▒▒▒▒▒▒ ▒▒ ▒▒▒▒▒▒▒▒▒▒ ▒▒▒▒▒▒▒ ▒▒▒▒▒▒▒ ▒▒▒▒▒▒ ▒▒▒▒ ▒▒▒▒▒▒▒▒ ▒▒▒▒▒▒ ▒▒▒▒▒▒▒▒▒▒ ▒▒▒▒▒ ▒▒▒▒▒▒▒▒ ▒▒▒▒▒▒▒▒ ▒▒▒▒▒▒▒▒▒ ▒▒▒▒▒▒▒▒▒▒ ▒▒▒▒▒▒▒▒▒ ▒▒▒▒▒ ▒▒▒ ▒▒▒▒▒▒▒ ▒▒▒▒▒▒▒▒▒ ▒▒▒▒▒▒▒▒▒▒: [145, 1566, 765, 1628]
- list-item: • ▒▒▒▒▒▒▒▒▒ ▒▒▒▒▒ ▒▒▒▒ ▒▒▒▒▒▒▒▒▒▒ ▒▒▒▒▒▒ ▒▒▒ ▒▒▒▒▒▒▒▒▒▒▒ ▒▒▒▒▒▒▒ ▒▒▒▒▒▒▒▒▒▒ ▒▒▒▒ ▒▒▒▒▒▒▒▒▒▒ ▒▒▒▒▒▒▒▒: [94, 2216, 749, 2233]
- article-title[interactable]: ▒▒▒▒▒ ▒▒▒▒▒ ▒▒▒ ▒▒▒▒ ▒▒▒▒▒▒ ▒▒▒▒ ▒▒▒▒ ▒▒▒▒▒▒▒▒▒▒ ▒▒▒▒▒▒▒▒▒: [104, 847, 365, 872]
- list-item: • ▒▒▒▒▒▒▒▒▒▒ ▒▒▒▒▒▒▒ ▒▒▒▒▒▒▒▒ ▒▒▒▒▒▒▒ ▒▒▒▒▒ ▒▒▒▒ ▒▒▒▒▒▒▒▒▒ ▒▒▒ ▒▒▒▒ ▒▒▒▒▒▒▒▒▒▒▒▒ ▒▒▒▒▒▒▒▒: [94, 2242, 749, 2260]
- section-heading: ▒▒▒▒▒▒▒▒ ▒▒ ▒▒▒▒ ▒▒▒▒▒ ▒▒▒▒▒▒ ▒▒▒▒▒▒: [474, 1980, 765, 1994]
- list-item: • ▒▒▒ ▒▒▒▒ ▒▒▒▒ ▒▒▒▒▒▒▒ ▒▒▒▒▒▒▒▒▒ ▒▒▒▒▒ ▒▒▒▒▒▒▒▒▒ ▒▒ ▒▒▒▒▒▒ ▒▒ ▒▒▒▒▒▒▒▒ ▒▒▒▒▒▒▒▒▒▒▒ ▒▒▒▒▒▒▒ ▒▒▒▒ ▒▒▒▒▒▒▒▒▒▒▒▒ ▒▒▒▒▒▒▒▒ ▒▒▒▒▒▒ ▒▒ ▒▒▒▒▒ ▒▒▒▒ ▒▒▒ ▒▒▒▒▒▒▒ ▒▒ ▒▒▒▒▒▒▒ ▒▒▒▒▒▒▒ ▒▒▒▒▒ ▒▒▒▒ ▒▒ ▒▒▒▒▒▒▒▒ ▒▒▒▒▒ ▒▒▒▒▒▒▒▒ ▒▒▒▒ ▒▒▒ ▒▒▒ ▒▒▒▒▒▒▒▒ ▒▒▒▒▒▒▒ ▒▒▒▒▒▒▒▒ ▒▒▒▒▒▒▒▒ ▒▒▒ ▒▒▒▒▒▒▒▒▒ ▒▒▒▒▒▒▒▒▒▒▒ ▒▒▒▒: [94, 1703, 749, 1755]
- site-title: ﻫﻤﻞ: [405, 82, 454, 111]
- main-content: [94, 1190, 765, 2388]
- section-heading: ▒▒ ▒▒▒▒▒▒▒▒▒ ▒▒▒▒▒▒▒ ▒▒▒▒ ▒▒▒▒▒▒▒▒▒: [478, 1342, 765, 1356]
- article-title[interactable]: Find Cheapest Flight Deals With Skyscanner: [454, 1027, 704, 1039]
